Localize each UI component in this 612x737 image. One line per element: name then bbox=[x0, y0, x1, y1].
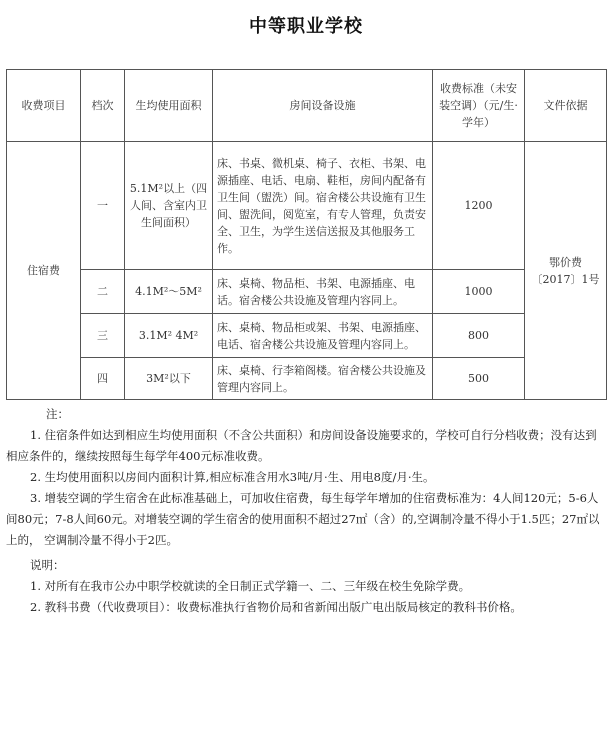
notes-heading: 注： bbox=[46, 407, 69, 421]
fee-cell: 800 bbox=[433, 314, 525, 358]
page-title: 中等职业学校 bbox=[249, 16, 363, 37]
header-basis: 文件依据 bbox=[525, 70, 607, 142]
fee-cell: 500 bbox=[433, 358, 525, 400]
explain-heading: 说明： bbox=[30, 558, 65, 572]
table-row bbox=[7, 358, 607, 400]
basis-cell: 鄂价费〔2017〕1号 bbox=[525, 142, 607, 400]
table-row bbox=[7, 142, 607, 270]
facilities-cell: 床、桌椅、物品柜、书架、电源插座、电话。宿舍楼公共设施及管理内容同上。 bbox=[213, 270, 433, 314]
tier-cell: 三 bbox=[81, 314, 125, 358]
facilities-cell: 床、书桌、微机桌、椅子、衣柜、书架、电源插座、电话、电扇、鞋柜，房间内配备有卫生间（盥洗）间。宿舍楼公共设施有卫生间、盥洗间，阅览室，有专人管理，负责安全、卫生，为学生送信送报及其他服务工作。 bbox=[213, 142, 433, 270]
explain-item: 2. 教科书费（代收费项目）：收费标准执行省物价局和省新闻出版广电出版局核定的教科书价格。 bbox=[30, 600, 522, 614]
tier-cell: 四 bbox=[81, 358, 125, 400]
table-header-row bbox=[7, 70, 607, 142]
tier-cell: 二 bbox=[81, 270, 125, 314]
note-item: 2. 生均使用面积以房间内面积计算,相应标准含用水3吨/月·生、用电8度/月·生。 bbox=[30, 470, 435, 484]
header-facilities: 房间设备设施 bbox=[213, 70, 433, 142]
area-cell: 5.1M²以上（四人间、含室内卫生间面积） bbox=[125, 142, 213, 270]
notes-section bbox=[6, 404, 606, 618]
fee-item-cell: 住宿费 bbox=[7, 142, 81, 400]
facilities-cell: 床、桌椅、物品柜或架、书架、电源插座、电话、宿舍楼公共设施及管理内容同上。 bbox=[213, 314, 433, 358]
header-area: 生均使用面积 bbox=[125, 70, 213, 142]
table-row bbox=[7, 314, 607, 358]
area-cell: 3M²以下 bbox=[125, 358, 213, 400]
area-cell: 4.1M²～5M² bbox=[125, 270, 213, 314]
area-cell: 3.1M² 4M² bbox=[125, 314, 213, 358]
header-fee-standard: 收费标准（未安装空调）（元/生·学年） bbox=[433, 70, 525, 142]
facilities-cell: 床、桌椅、行李箱阁楼。宿舍楼公共设施及管理内容同上。 bbox=[213, 358, 433, 400]
tier-cell: 一 bbox=[81, 142, 125, 270]
explain-item: 1. 对所有在我市公办中职学校就读的全日制正式学籍一、二、三年级在校生免除学费。 bbox=[30, 579, 471, 593]
table-row bbox=[7, 270, 607, 314]
fee-cell: 1000 bbox=[433, 270, 525, 314]
note-item: 3. 增装空调的学生宿舍在此标准基础上，可加收住宿费，每生每学年增加的住宿费标准为：4人间120元；5-6人间80元；7-8人间60元。对增装空调的学生宿舍的使用面积不超过27㎡（含）的,空调制冷量不得小于1.5匹；27㎡以上的， 空调制冷量不得小于2匹。 bbox=[6, 491, 600, 547]
header-tier: 档次 bbox=[81, 70, 125, 142]
fee-table bbox=[6, 69, 607, 400]
note-item: 1. 住宿条件如达到相应生均使用面积（不含公共面积）和房间设备设施要求的，学校可自行分档收费；没有达到相应条件的，继续按照每生每学年400元标准收费。 bbox=[6, 428, 597, 463]
fee-cell: 1200 bbox=[433, 142, 525, 270]
header-fee-item: 收费项目 bbox=[7, 70, 81, 142]
